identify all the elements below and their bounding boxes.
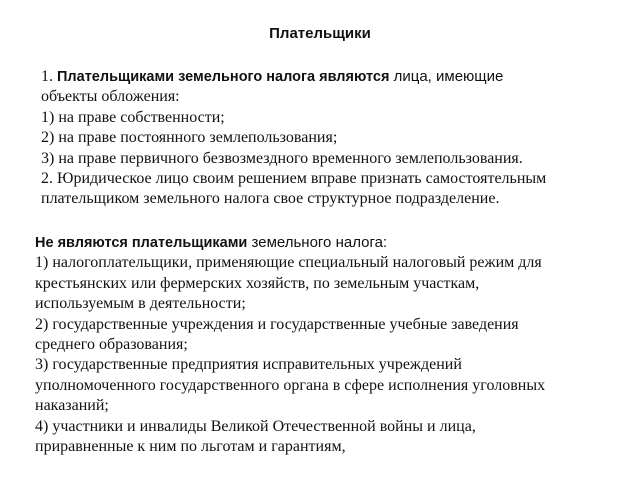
item2-line-1: 2. Юридическое лицо своим решением вправе признать самостоятельным xyxy=(41,170,547,188)
item1-line xyxy=(41,67,621,87)
non-taxpayers-bold: Не являются плательщиками xyxy=(35,235,248,251)
list-line: уполномоченного государственного органа в сфере исполнения уголовных xyxy=(35,376,546,394)
non-taxpayers-rest: земельного налога: xyxy=(247,234,388,251)
list-line: 3) государственные предприятия исправительных учреждений xyxy=(35,356,462,374)
item1-continuation: объекты обложения: xyxy=(41,88,180,106)
list-line: 2) государственные учреждения и государственные учебные заведения xyxy=(35,315,519,333)
list-line: приравненные к ним по льготам и гарантиям, xyxy=(35,438,346,456)
non-taxpayers-heading xyxy=(35,233,620,253)
list-line: крестьянских или фермерских хозяйств, по земельным участкам, xyxy=(35,274,480,292)
list-line: 1) налогоплательщики, применяющие специальный налоговый режим для xyxy=(35,254,542,272)
item1-rest-text: лица, имеющие xyxy=(389,68,504,85)
sub-item-3: 3) на праве первичного безвозмездного временного землепользования. xyxy=(41,149,523,167)
item1-bold-text: Плательщиками земельного налога являются xyxy=(57,69,390,85)
item2-line-2: плательщиком земельного налога свое структурное подразделение. xyxy=(41,190,500,208)
sub-item-2: 2) на праве постоянного землепользования; xyxy=(41,129,338,147)
list-line: среднего образования; xyxy=(35,336,188,354)
item1-number: 1. xyxy=(41,68,57,85)
list-line: наказаний; xyxy=(35,397,109,415)
sub-item-1: 1) на праве собственности; xyxy=(41,108,225,126)
taxpayers-section xyxy=(41,67,621,210)
non-taxpayers-section xyxy=(35,233,620,457)
page-title: Плательщики xyxy=(269,25,371,42)
list-line: 4) участники и инвалиды Великой Отечественной войны и лица, xyxy=(35,417,476,435)
list-line: используемым в деятельности; xyxy=(35,295,246,313)
